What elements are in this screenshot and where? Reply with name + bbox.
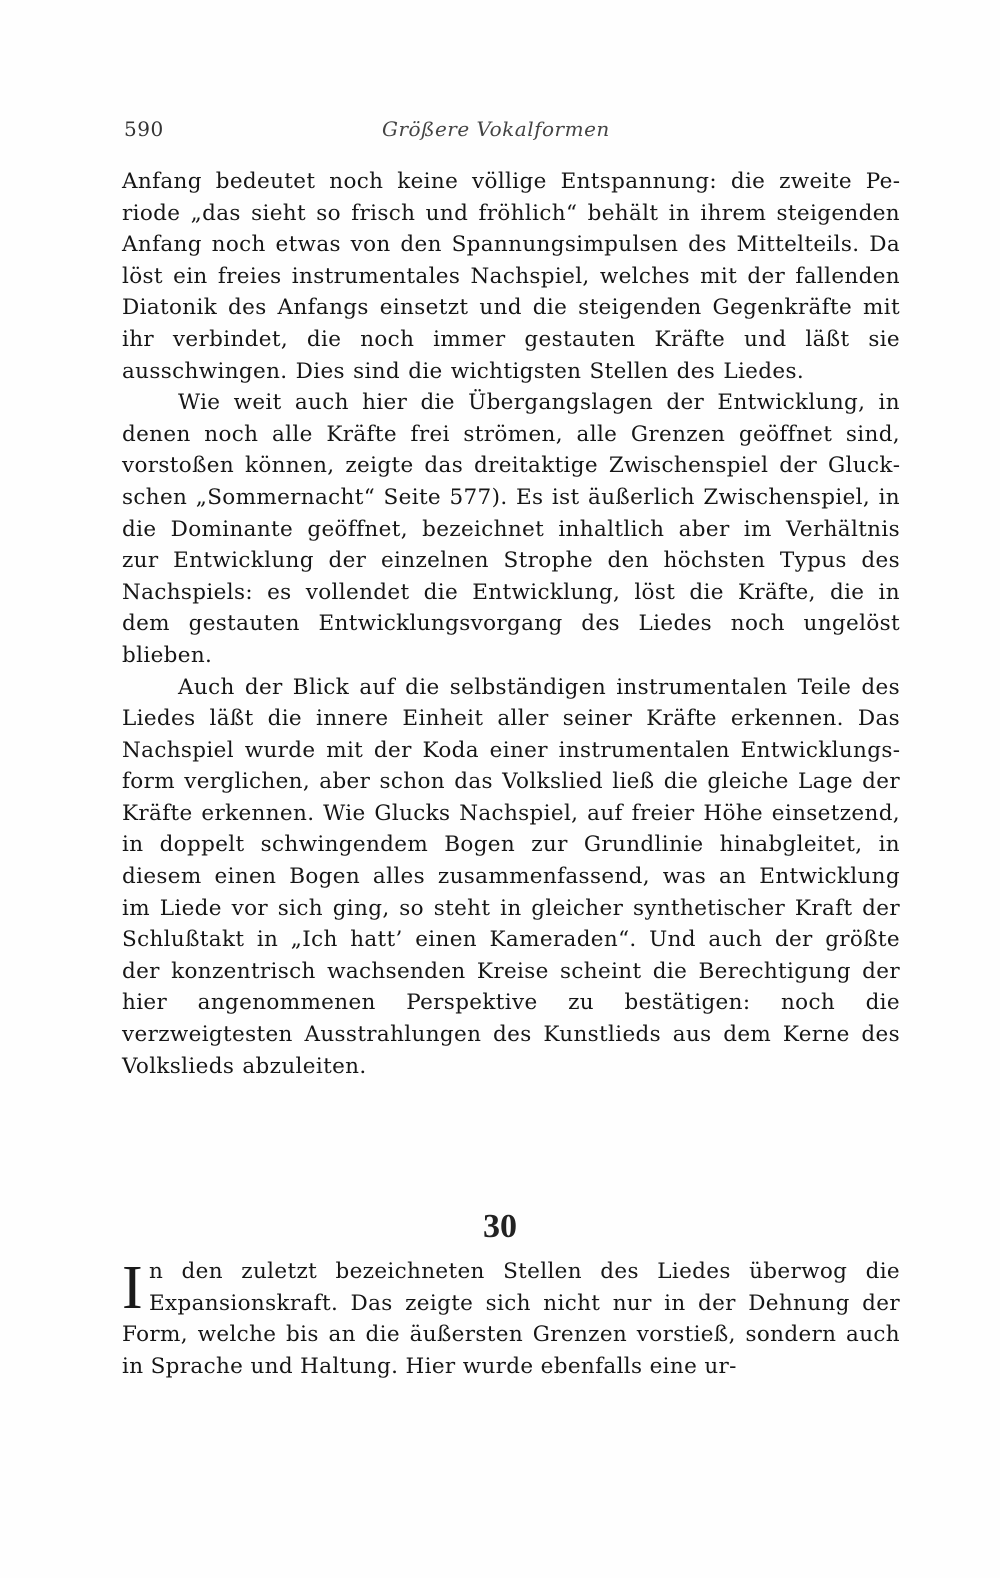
section-paragraph xyxy=(122,1256,900,1382)
section-number: 30 xyxy=(483,1208,517,1245)
paragraph-zwischenspiel: Wie weit auch hier die Übergangslagen der Entwicklung, in denen noch alle Kräfte frei strömen, alle Grenzen geöffnet sind, vorstoßen können, zeigte das dreitaktige Zwischenspiel der Gluckschen „Sommernacht“ Seite 577). Es ist äußerlich Zwischenspiel, in die Dominante geöffnet, bezeichnet inhaltlich aber im Verhältnis zur Entwicklung der einzelnen Strophe den höchsten Typus des Nachspiels: es vollendet die Entwicklung, löst die Kräfte, die in dem gestauten Entwicklungsvorgang des Liedes noch ungelöst blieben. xyxy=(122,390,900,668)
body-text xyxy=(122,166,900,1082)
page-number: 590 xyxy=(124,117,164,141)
running-title: Größere Vokalformen xyxy=(382,117,610,141)
running-head xyxy=(124,117,900,149)
paragraph-instrumental-parts: Auch der Blick auf die selbständigen instrumentalen Teile des Liedes läßt die innere Einheit aller seiner Kräfte erkennen. Das Nachspiel wurde mit der Koda einer instrumentalen Entwicklungsform verglichen, aber schon das Volkslied ließ die gleiche Lage der Kräfte erkennen. Wie Glucks Nachspiel, auf freier Höhe einsetzend, in doppelt schwingendem Bogen zur Grundlinie hinabgleitet, in diesem einen Bogen alles zusammenfassend, was an Entwicklung im Liede vor sich ging, so steht in gleicher synthetischer Kraft der Schlußtakt in „Ich hatt’ einen Kameraden“. Und auch der größte der konzentrisch wachsenden Kreise scheint die Berechtigung der hier angenommenen Perspektive zu bestätigen: noch die verzweigtesten Ausstrahlungen des Kunstlieds aus dem Kerne des Volkslieds abzuleiten. xyxy=(122,674,900,1079)
section-paragraph-text: n den zuletzt bezeichneten Stellen des Liedes überwog die Expansionskraft. Das zeigte sich nicht nur in der Dehnung der Form, welche bis an die äußersten Grenzen vorstieß, sondern auch in Sprache und Haltung. Hier wurde ebenfalls eine ur- xyxy=(122,1259,900,1379)
drop-cap: I xyxy=(122,1254,143,1322)
section-opening xyxy=(122,1256,900,1382)
paragraph-continued: Anfang bedeutet noch keine völlige Entspannung: die zweite Periode „das sieht so frisch und fröhlich“ behält in ihrem steigenden Anfang noch etwas von den Spannungsimpulsen des Mittelteils. Da löst ein freies instrumentales Nachspiel, welches mit der fallenden Diatonik des Anfangs einsetzt und die steigenden Gegenkräfte mit ihr verbindet, die noch immer gestauten Kräfte und läßt sie ausschwingen. Dies sind die wichtigsten Stellen des Liedes. xyxy=(122,169,900,384)
